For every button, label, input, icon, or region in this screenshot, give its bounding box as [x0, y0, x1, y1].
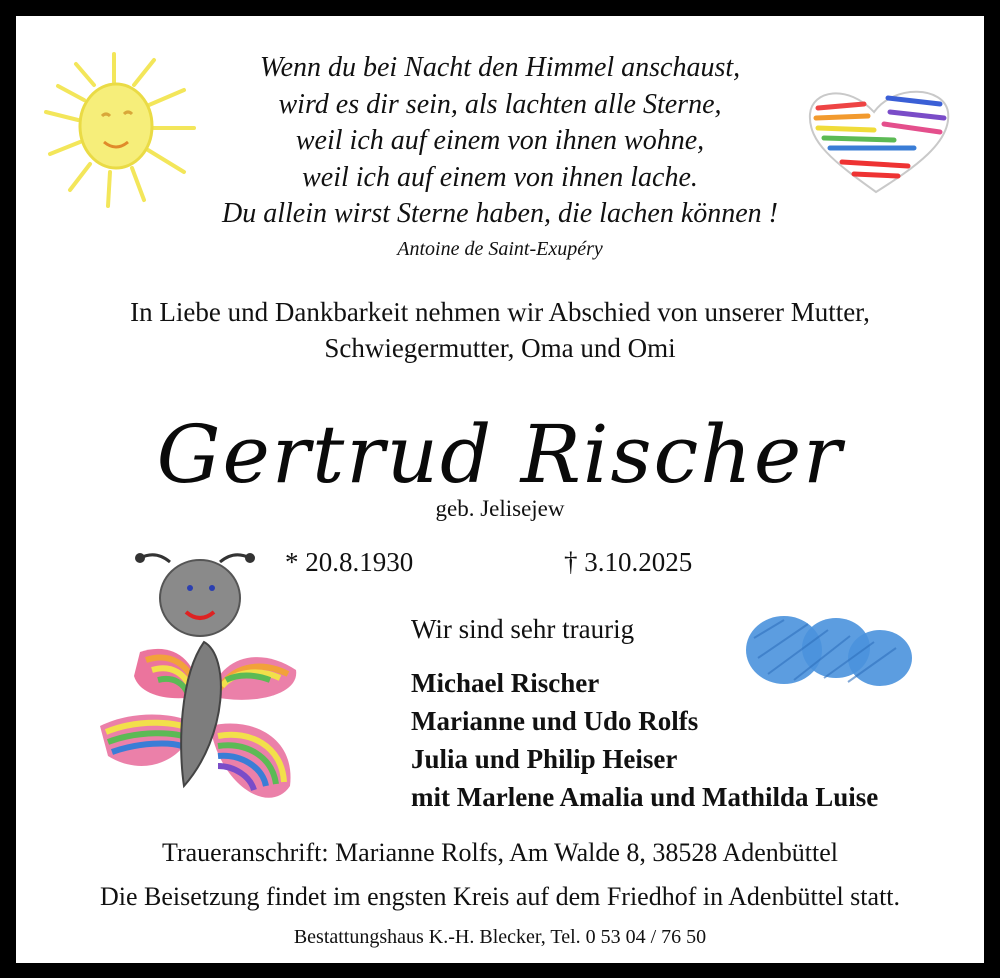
- poem: [16, 50, 984, 233]
- mourner-name: Michael Rischer: [411, 668, 600, 698]
- mourner-name: Julia und Philip Heiser: [411, 744, 678, 774]
- poem-line: weil ich auf einem von ihnen wohne,: [295, 125, 705, 156]
- poem-line: Wenn du bei Nacht den Himmel anschaust,: [259, 52, 741, 83]
- obituary-notice: [16, 16, 984, 963]
- farewell-intro: [16, 294, 984, 366]
- mourner-name: Marianne und Udo Rolfs: [411, 706, 699, 736]
- mourners-list: [411, 664, 878, 816]
- poem-line: weil ich auf einem von ihnen lache.: [302, 161, 698, 193]
- poem-author: Antoine de Saint-Exupéry: [397, 238, 603, 260]
- deceased-name: Gertrud Rischer: [156, 408, 844, 501]
- butterfly-drawing-icon: [100, 546, 310, 816]
- burial-note: Die Beisetzung findet im engsten Kreis auf dem Friedhof in Adenbüttel statt.: [99, 882, 901, 911]
- birth-date: * 20.8.1930: [285, 547, 414, 577]
- farewell-intro-line: In Liebe und Dankbarkeit nehmen wir Abschied von unserer Mutter,: [130, 297, 870, 327]
- poem-line: Du allein wirst Sterne haben, die lachen können !: [222, 198, 778, 229]
- mourning-address: Traueranschrift: Marianne Rolfs, Am Walde 8, 38528 Adenbüttel: [162, 838, 838, 867]
- mourners-heading: Wir sind sehr traurig: [411, 614, 635, 644]
- poem-line: wird es dir sein, als lachten alle Sterne,: [278, 88, 722, 120]
- farewell-intro-line: Schwiegermutter, Oma und Omi: [324, 333, 676, 363]
- maiden-name: geb. Jelisejew: [435, 496, 565, 521]
- undertaker-contact: Bestattungshaus K.-H. Blecker, Tel. 0 53 04 / 76 50: [293, 926, 707, 948]
- mourner-name: mit Marlene Amalia und Mathilda Luise: [411, 782, 879, 812]
- death-date: † 3.10.2025: [564, 547, 693, 577]
